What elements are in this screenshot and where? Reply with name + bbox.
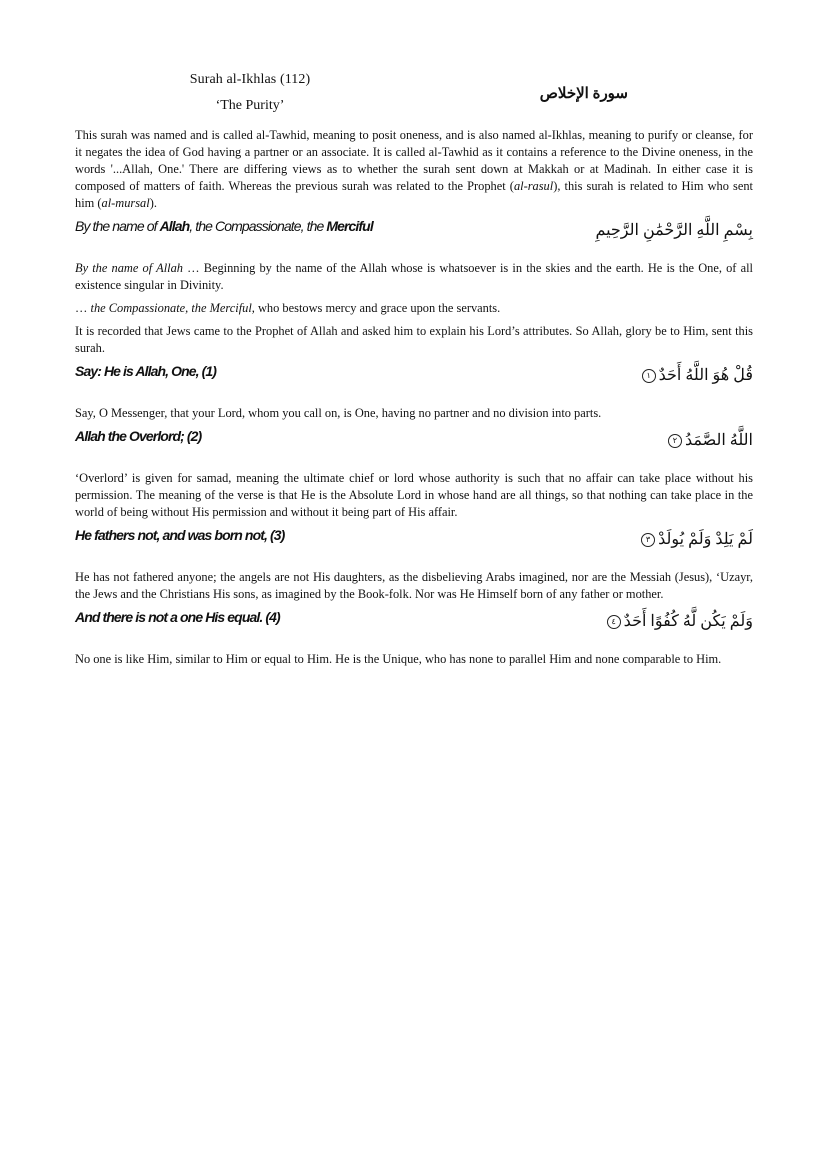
verse-row-4 bbox=[75, 609, 753, 639]
verse-4-arabic bbox=[604, 611, 753, 631]
verse-2-commentary: ‘Overlord’ is given for samad, meaning the ultimate chief or lord whose authority is such that no affair can take place without his permission. The meaning of the verse is that He is the Absolute Lord in whose hand are all things, so that nothing can take place in the world of being without His permission and without it being part of His affair. bbox=[75, 471, 753, 519]
intro-text-2: ), this surah is related to Him who sent him ( bbox=[75, 179, 753, 210]
basmala-commentary-1 bbox=[75, 260, 753, 294]
basmala-en-part: By the name of bbox=[75, 218, 160, 234]
verse-1-en-text: Say: He is Allah, One, bbox=[75, 363, 199, 379]
verse-4-english bbox=[75, 609, 280, 625]
ayah-marker-icon: ٤ bbox=[607, 615, 621, 629]
verse-4-commentary: No one is like Him, similar to Him or equal to Him. He is the Unique, who has none to parallel Him and none comparable to Him. bbox=[75, 652, 722, 666]
verse-2-arabic bbox=[665, 430, 753, 450]
verse-1-commentary: Say, O Messenger, that your Lord, whom you call on, is One, having no partner and no division into parts. bbox=[75, 406, 602, 420]
basmala-c2-pre: … bbox=[75, 301, 91, 315]
verse-1-ar-text: قُلْ هُوَ اللَّهُ أَحَدٌ bbox=[658, 367, 753, 384]
verse-3-arabic bbox=[638, 529, 753, 549]
title-block bbox=[150, 72, 350, 114]
verse-2-en-number: (2) bbox=[183, 428, 202, 444]
verse-2-english bbox=[75, 428, 201, 444]
ayah-marker-icon: ١ bbox=[642, 369, 656, 383]
basmala-en-allah: Allah bbox=[159, 218, 190, 234]
basmala-c2-text: who bestows mercy and grace upon the servants. bbox=[254, 301, 501, 315]
verse-2-en-text: Allah the Overlord; bbox=[75, 428, 184, 444]
basmala-c1-text: … Beginning by the name of the Allah whose is whatsoever is in the skies and the earth. He is the One, of all existence singular in Divinity. bbox=[75, 261, 753, 292]
verse-3-ar-text: لَمْ يَلِدْ وَلَمْ يُولَدْ bbox=[658, 531, 753, 548]
verse-4-en-number: (4) bbox=[262, 609, 280, 625]
intro-em-mursal: al-mursal bbox=[101, 196, 150, 210]
verse-2-ar-text: اللَّهُ الصَّمَدُ bbox=[684, 432, 753, 449]
basmala-english bbox=[75, 218, 373, 234]
surah-title: Surah al-Ikhlas (112) bbox=[189, 72, 311, 87]
verse-4-ar-text: وَلَمْ يَكُن لَّهُ كُفُوًا أَحَدٌ bbox=[623, 613, 753, 630]
verse-3-commentary: He has not fathered anyone; the angels are not His daughters, as the disbelieving Arabs imagined, nor are the Messiah (Jesus), ‘Uzayr, the Jews and the Christians His sons, as imagined by the Book-folk. Nor was He Himself born of any father or mother. bbox=[75, 570, 753, 601]
basmala-commentary-2 bbox=[75, 300, 753, 317]
intro-paragraph bbox=[75, 127, 753, 212]
basmala-en-part2: , the Compassionate, the bbox=[189, 218, 327, 234]
verse-1-english bbox=[75, 363, 216, 379]
basmala-c2-em: the Compassionate, the Merciful, bbox=[90, 301, 255, 315]
basmala-arabic: بِسْمِ اللَّهِ الرَّحْمَٰنِ الرَّحِيمِ bbox=[595, 222, 753, 239]
intro-text-3: ). bbox=[149, 196, 157, 210]
ayah-marker-icon: ٢ bbox=[668, 434, 682, 448]
verse-1-arabic bbox=[639, 365, 753, 385]
verse-row-1 bbox=[75, 363, 753, 393]
verse-4-en-text: And there is not a one His equal. bbox=[75, 609, 263, 625]
ayah-marker-icon: ٣ bbox=[641, 533, 655, 547]
verse-3-en-number: (3) bbox=[266, 527, 285, 543]
verse-3-english bbox=[75, 527, 284, 543]
intro-text-1: This surah was named and is called al-Tawhid, meaning to posit oneness, and is also named al-Ikhlas, meaning to purify or cleanse, for it negates the idea of God having a partner or an associate. It is called al-Tawhid as it contains a reference to the Divine oneness, in the words '...Allah, One.' There are differing views as to whether the surah sent down at Makkah or at Madinah. In either case it is composed of matters of faith. Whereas the previous surah was related to the Prophet ( bbox=[75, 128, 753, 193]
verse-3-en-text: He fathers not, and was born not, bbox=[75, 527, 267, 543]
intro-em-rasul: al-rasul bbox=[513, 179, 554, 193]
basmala-c1-em: By the name of Allah bbox=[75, 261, 183, 275]
basmala-commentary-3: It is recorded that Jews came to the Prophet of Allah and asked him to explain his Lord’s attributes. So Allah, glory be to Him, sent this surah. bbox=[75, 324, 753, 355]
verse-row-2 bbox=[75, 428, 753, 458]
main-content bbox=[75, 127, 753, 674]
verse-1-en-number: (1) bbox=[198, 363, 217, 379]
basmala-en-merciful: Merciful bbox=[326, 218, 373, 234]
surah-subtitle: ‘The Purity’ bbox=[215, 98, 285, 113]
verse-row-3 bbox=[75, 527, 753, 557]
basmala-row bbox=[75, 218, 753, 248]
surah-title-arabic: سورة الإخلاص bbox=[539, 86, 628, 102]
